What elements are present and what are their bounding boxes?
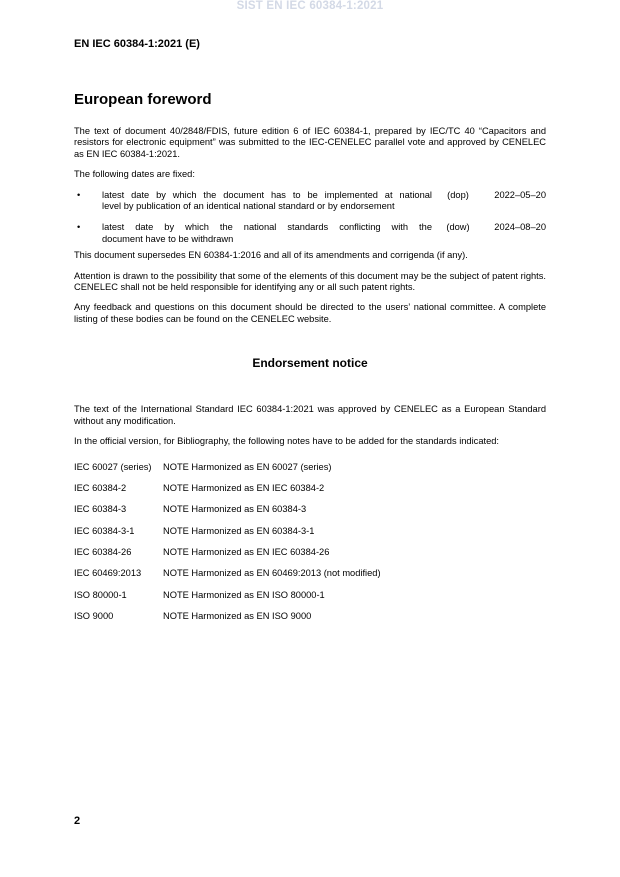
reference-row (74, 590, 546, 611)
date-item-dop (74, 190, 546, 213)
reference-row (74, 547, 546, 568)
reference-row (74, 462, 546, 483)
reference-row (74, 526, 546, 547)
date-value: 2024–08–20 (494, 222, 546, 233)
date-code: (dop) (447, 189, 469, 200)
date-code: (dow) (446, 222, 470, 233)
date-description-line1: latest date by which the document has to be implemented at national (102, 189, 432, 200)
reference-standard: IEC 60384-26 (74, 547, 132, 558)
reference-note: NOTE Harmonized as EN ISO 80000-1 (163, 589, 325, 600)
date-description-line1: latest date by which the national standards conflicting with the (102, 222, 432, 233)
reference-row (74, 568, 546, 589)
endorsement-title: Endorsement notice (252, 356, 368, 371)
reference-standard: ISO 9000 (74, 611, 114, 622)
date-description (102, 190, 432, 213)
reference-note: NOTE Harmonized as EN 60384-3-1 (163, 525, 315, 536)
date-description-line2: level by publication of an identical national standard or by endorsement (102, 201, 395, 212)
endorsement-paragraph: The text of the International Standard IEC 60384-1:2021 was approved by CENELEC as a European Standard without any modification. (74, 404, 546, 426)
reference-note: NOTE Harmonized as EN 60027 (series) (163, 461, 332, 472)
bibliography-paragraph: In the official version, for Bibliography, the following notes have to be added for the standards indicated: (74, 436, 499, 447)
date-value: 2022–05–20 (494, 189, 546, 200)
dates-list (74, 190, 546, 246)
reference-standard: IEC 60384-3 (74, 504, 127, 515)
page-content (74, 91, 546, 633)
supersedes-paragraph: This document supersedes EN 60384-1:2016 and all of its amendments and corrigenda (if any). (74, 250, 468, 261)
reference-note: NOTE Harmonized as EN 60384-3 (163, 504, 307, 515)
reference-note: NOTE Harmonized as EN IEC 60384-2 (163, 482, 325, 493)
document-id-header: EN IEC 60384-1:2021 (E) (74, 38, 200, 50)
foreword-title: European foreword (74, 91, 212, 108)
reference-row (74, 483, 546, 504)
reference-standard: ISO 80000-1 (74, 589, 127, 600)
page-number: 2 (74, 815, 81, 827)
reference-standard: IEC 60469:2013 (74, 568, 142, 579)
reference-standard: IEC 60384-2 (74, 482, 127, 493)
reference-note: NOTE Harmonized as EN IEC 60384-26 (163, 547, 330, 558)
watermark: SIST EN IEC 60384-1:2021 (236, 0, 384, 12)
reference-note: NOTE Harmonized as EN 60469:2013 (not modified) (163, 568, 381, 579)
date-item-dow (74, 222, 546, 245)
reference-row (74, 611, 546, 632)
reference-row (74, 504, 546, 525)
reference-standard: IEC 60027 (series) (74, 461, 152, 472)
foreword-paragraph: The text of document 40/2848/FDIS, future edition 6 of IEC 60384-1, prepared by IEC/TC 40 “Capacitors and resistors for electronic equipment” was submitted to the IEC-CENELEC parallel vote and approved by CENELEC as EN IEC 60384-1:2021. (74, 126, 546, 159)
feedback-paragraph: Any feedback and questions on this document should be directed to the users’ national committee. A complete listing of these bodies can be found on the CENELEC website. (74, 302, 546, 324)
bullet-marker: • (77, 222, 81, 233)
bullet-marker: • (77, 189, 81, 200)
dates-intro: The following dates are fixed: (74, 169, 195, 180)
reference-standard: IEC 60384-3-1 (74, 525, 135, 536)
date-description-line2: document have to be withdrawn (102, 233, 234, 244)
patent-paragraph: Attention is drawn to the possibility that some of the elements of this document may be the subject of patent rights. CENELEC shall not be held responsible for identifying any or all such patent rights. (74, 270, 546, 293)
date-description (102, 222, 432, 245)
reference-note: NOTE Harmonized as EN ISO 9000 (163, 611, 312, 622)
reference-list (74, 462, 546, 633)
